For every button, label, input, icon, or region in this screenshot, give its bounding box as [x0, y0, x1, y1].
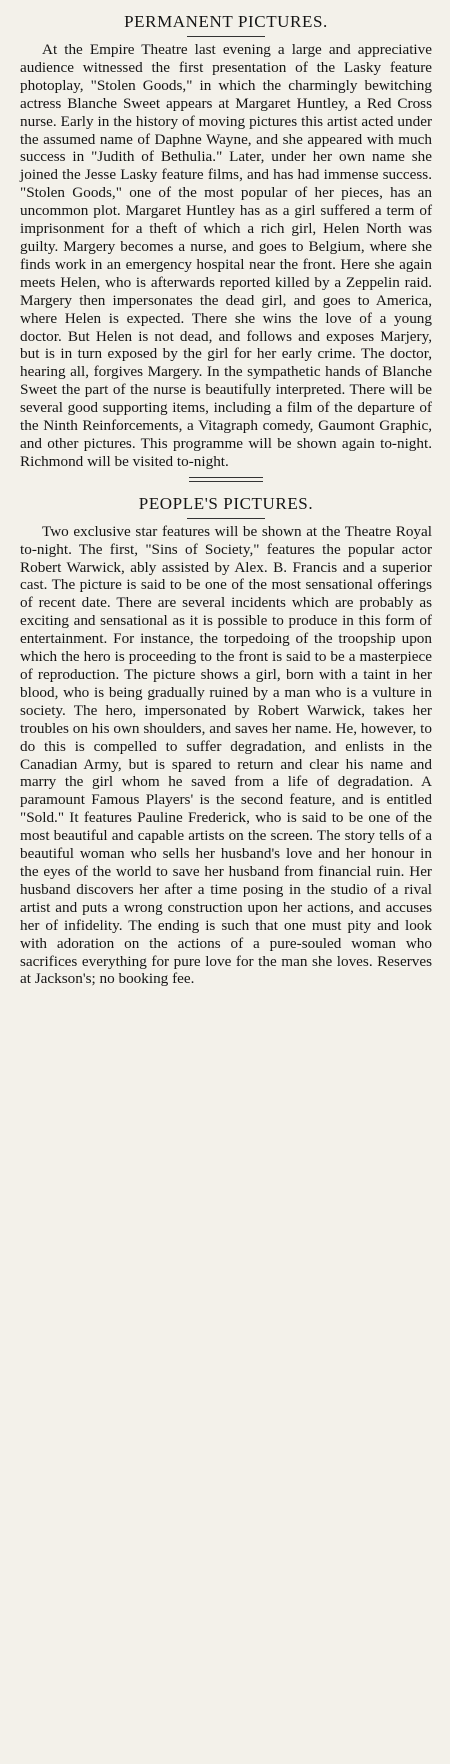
- article-divider: [189, 477, 263, 482]
- headline-rule: [187, 36, 265, 37]
- article-permanent-pictures: [20, 12, 432, 471]
- article-body: Two exclusive star features will be shown at the Theatre Royal to-night. The first, "Sins of Society," features the popular actor Robert Warwick, ably assisted by Alex. B. Francis and a superior cast. The picture is said to be one of the most sensational offerings of recent date. There are several incidents which are probably as exciting and sensational as it is possible to produce in this form of entertainment. For instance, the torpedoing of the troopship upon which the hero is proceeding to the front is said to be a masterpiece of reproduction. The picture shows a girl, born with a taint in her blood, who is being gradually ruined by a man who is a vulture in society. The hero, impersonated by Robert Warwick, takes her troubles on his own shoulders, and saves her name. He, however, to do this is compelled to suffer degradation, and enlists in the Canadian Army, but is spared to return and clear his name and marry the girl whom he saved from a life of degradation. A paramount Famous Players' is the second feature, and is entitled "Sold." It features Pauline Frederick, who is said to be one of the most beautiful and capable artists on the screen. The story tells of a beautiful woman who sells her husband's love and her honour in the eyes of the world to save her husband from financial ruin. Her husband discovers her after a time posing in the studio of a rival artist and puts a wrong construction upon her actions, and accuses her of infidelity. The ending is such that one must pity and look with adoration on the actions of a pure-souled woman who sacrifices everything for pure love for the man she loves. Reserves at Jackson's; no booking fee.: [20, 522, 432, 988]
- article-body: At the Empire Theatre last evening a large and appreciative audience witnessed the first presentation of the Lasky feature photoplay, "Stolen Goods," in which the charmingly bewitching actress Blanche Sweet appears at Margaret Huntley, a Red Cross nurse. Early in the history of moving pictures this artist acted under the assumed name of Daphne Wayne, and she appeared with much success in "Judith of Bethulia." Later, under her own name she joined the Jesse Lasky feature films, and has had immense success. "Stolen Goods," one of the most popular of her pieces, has an uncommon plot. Margaret Huntley has as a girl suffered a term of imprisonment for a theft of which a rich girl, Helen North was guilty. Margery becomes a nurse, and goes to Belgium, where she finds work in an emergency hospital near the front. Here she again meets Helen, who is afterwards reported killed by a Zeppelin raid. Margery then impersonates the dead girl, and goes to America, where Helen is expected. There she wins the love of a young doctor. But Helen is not dead, and follows and exposes Marjery, but is in turn exposed by the girl for her early crime. The doctor, hearing all, forgives Margery. In the sympathetic hands of Blanche Sweet the part of the nurse is beautifully interpreted. There will be several good supporting items, including a film of the departure of the Ninth Reinforcements, a Vitagraph comedy, Gaumont Graphic, and other pictures. This programme will be shown again to-night. Richmond will be visited to-night.: [20, 41, 432, 470]
- article-headline: PEOPLE'S PICTURES.: [138, 493, 314, 513]
- article-headline: PERMANENT PICTURES.: [124, 12, 328, 31]
- headline-rule: [187, 518, 265, 519]
- article-peoples-pictures: [20, 494, 432, 989]
